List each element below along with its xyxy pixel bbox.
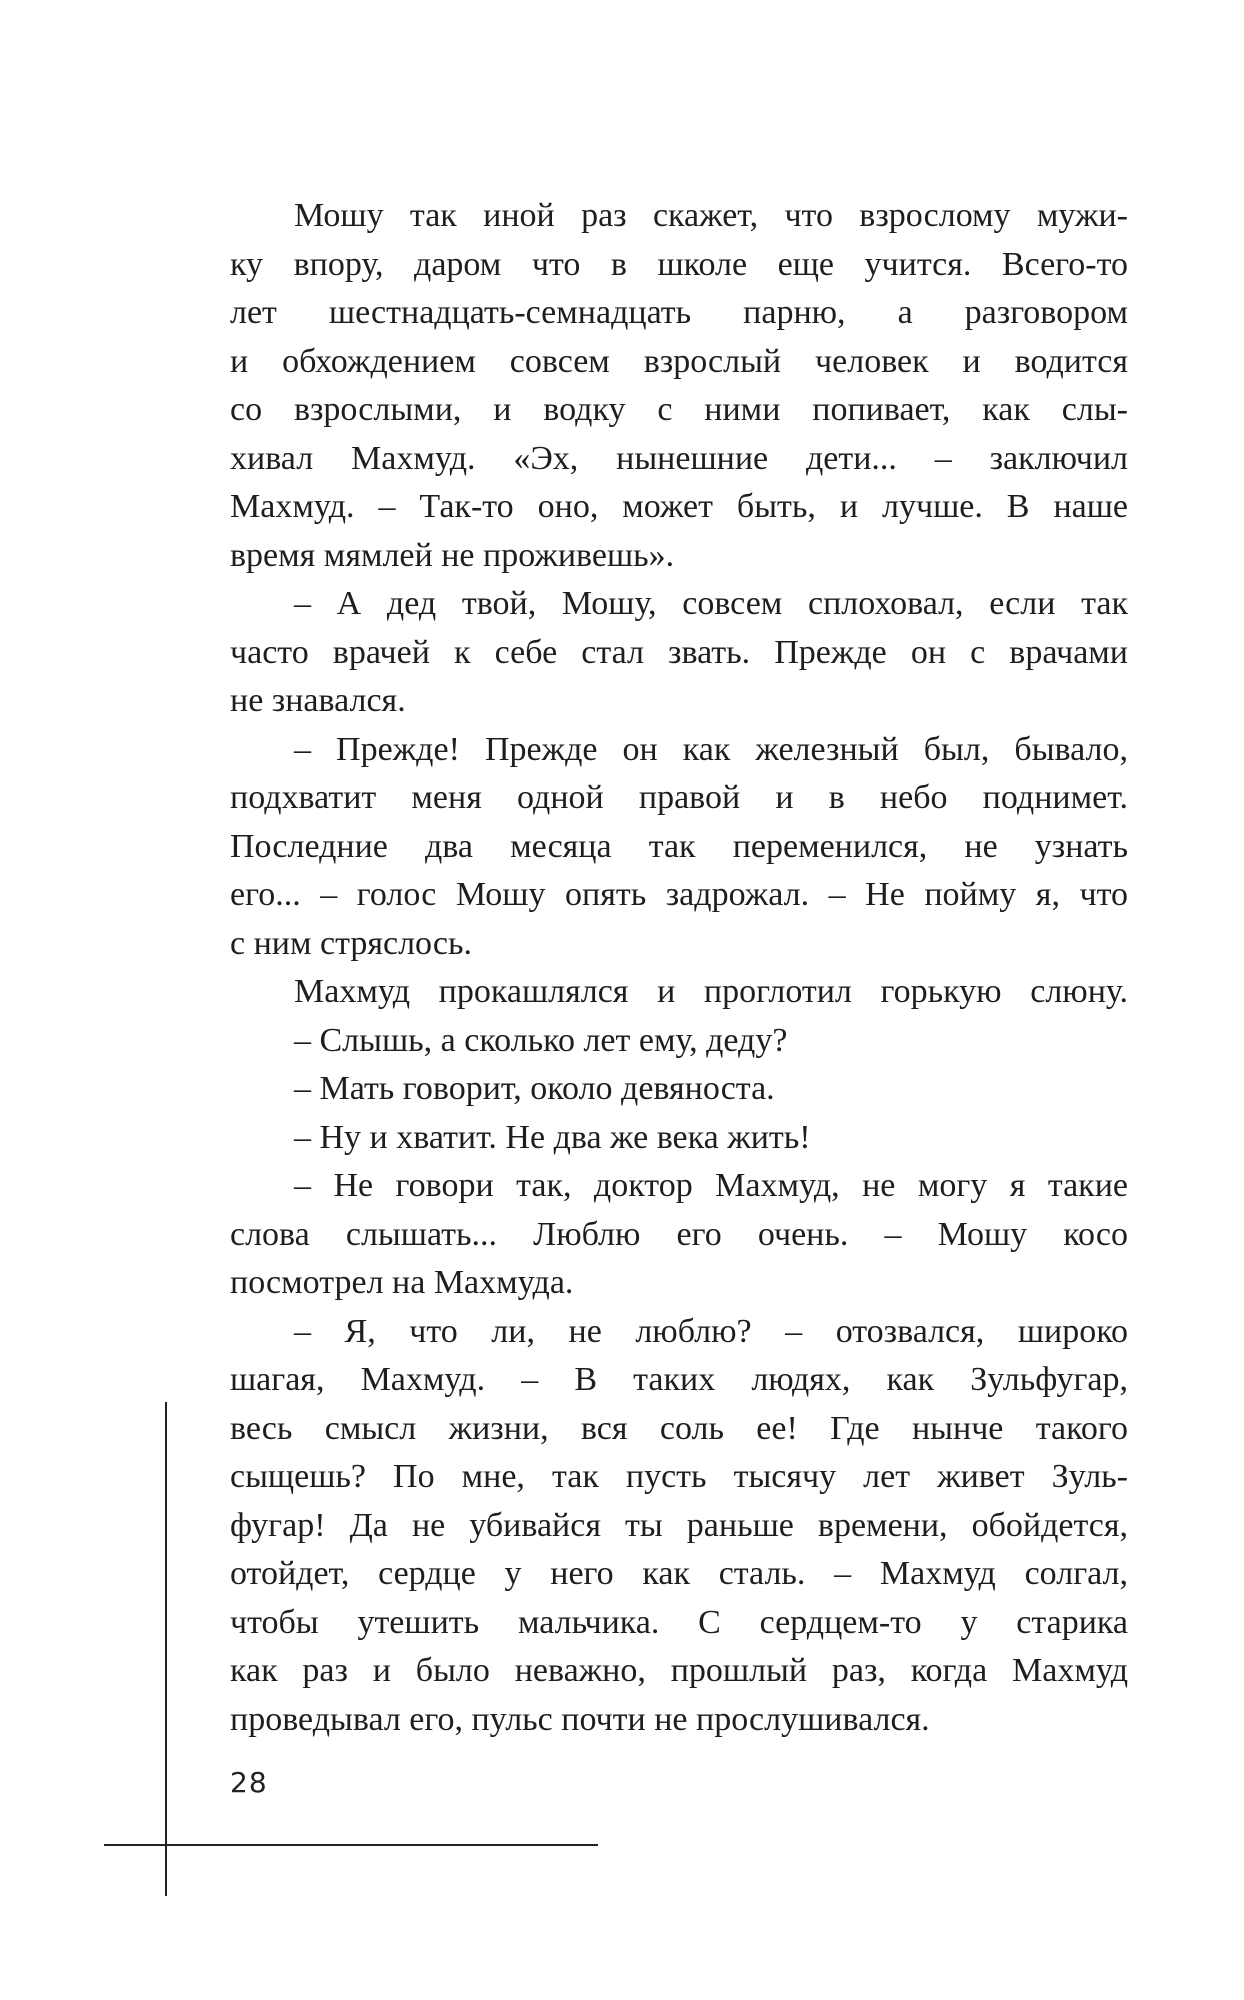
text-line: проведывал его, пульс почти не прослушивался. [230,1700,930,1738]
text-line: лет шестнадцать-семнадцать парню, а разговором [230,294,1128,331]
text-line: с ним стряслось. [230,924,473,962]
text-line: посмотрел на Махмуда. [230,1264,574,1301]
text-line: сыщешь? По мне, так пусть тысячу лет живет Зуль- [230,1458,1128,1495]
crop-mark-horizontal [104,1844,598,1846]
text-line: – Мать говорит, около девяноста. [294,1070,775,1107]
body-text [230,192,1128,1744]
text-line: Махмуд прокашлялся и проглотил горькую слюну. [294,973,1128,1010]
text-line: чтобы утешить мальчика. С сердцем-то у старика [230,1603,1128,1641]
text-line: отойдет, сердце у него как сталь. – Махмуд солгал, [230,1555,1128,1592]
text-line: часто врачей к себе стал звать. Прежде он с врачами [230,633,1128,671]
text-line: не знавался. [230,682,406,719]
text-line: хивал Махмуд. «Эх, нынешние дети... – заключил [230,439,1128,477]
text-line: Последние два месяца так переменился, не узнать [230,827,1128,865]
page-number: 28 [230,1766,268,1799]
text-line: – Я, что ли, не люблю? – отозвался, широко [294,1312,1128,1350]
text-line: слова слышать... Люблю его очень. – Мошу косо [230,1215,1128,1253]
text-line: ку впору, даром что в школе еще учится. Всего-то [230,245,1128,283]
text-line: – Прежде! Прежде он как железный был, бывало, [294,730,1128,768]
text-line: шагая, Махмуд. – В таких людях, как Зульфугар, [230,1361,1128,1398]
text-line: – А дед твой, Мошу, совсем сплоховал, если так [294,585,1128,622]
text-line: Махмуд. – Так-то оно, может быть, и лучше. В наше [230,488,1128,525]
text-line: время мямлей не проживешь». [230,536,675,574]
text-line: Мошу так иной раз скажет, что взрослому мужи- [294,197,1128,234]
crop-mark-vertical [165,1402,167,1896]
text-line: его... – голос Мошу опять задрожал. – Не пойму я, что [230,876,1128,913]
text-line: – Слышь, а сколько лет ему, деду? [294,1021,788,1059]
text-line: со взрослыми, и водку с ними попивает, как слы- [230,391,1128,428]
text-line: весь смысл жизни, вся соль ее! Где нынче такого [230,1409,1128,1447]
text-line: – Ну и хватит. Не два же века жить! [294,1118,811,1156]
text-line: фугар! Да не убивайся ты раньше времени, обойдется, [230,1506,1128,1544]
text-line: и обхождением совсем взрослый человек и водится [230,342,1128,380]
text-line: как раз и было неважно, прошлый раз, когда Махмуд [230,1652,1128,1689]
text-line: подхватит меня одной правой и в небо поднимет. [230,779,1128,816]
text-line: – Не говори так, доктор Махмуд, не могу я такие [294,1167,1128,1204]
